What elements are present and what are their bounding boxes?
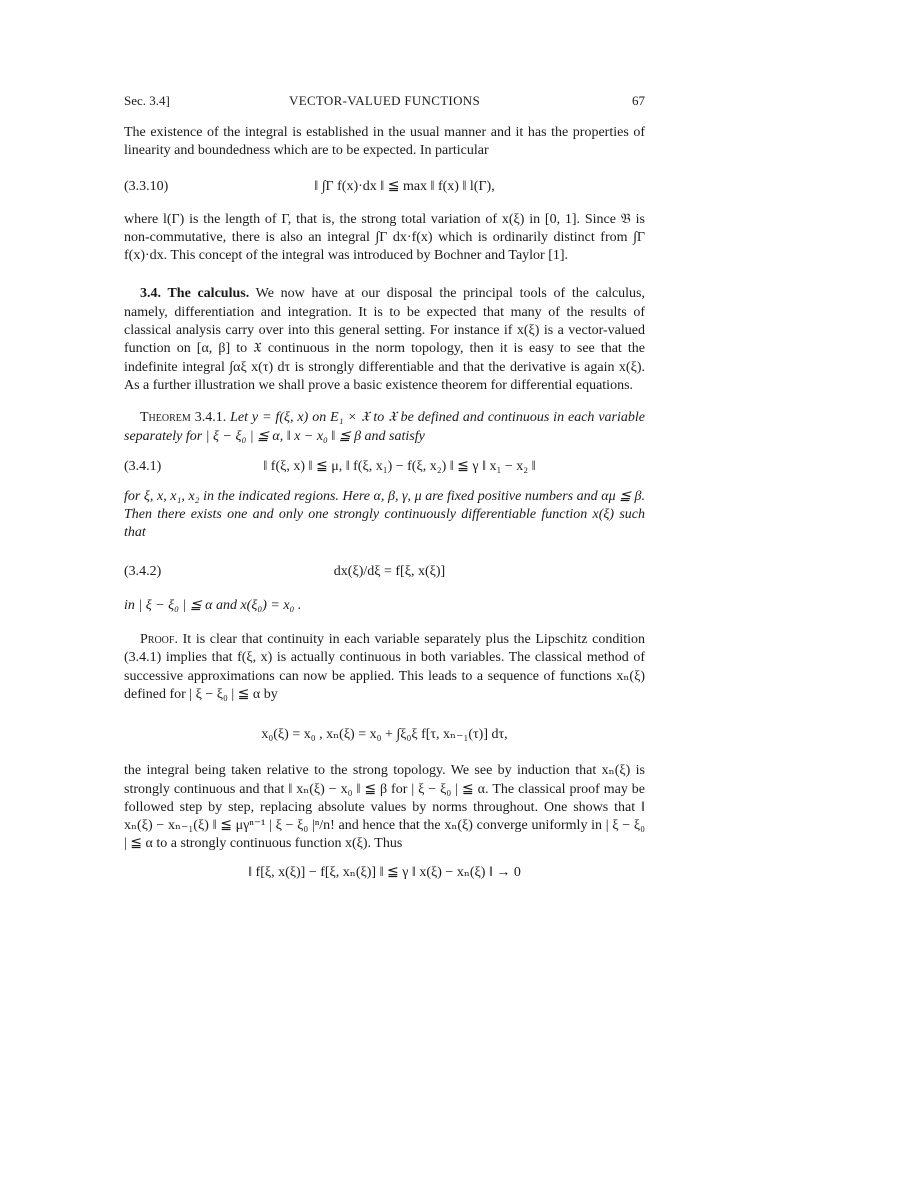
equation-limit	[124, 862, 645, 884]
equation-body: ‖ ∫Γ f(x)·dx ‖ ≦ max ‖ f(x) ‖ l(Γ),	[314, 178, 495, 194]
section-calculus	[124, 285, 645, 395]
equation-3-4-2	[124, 557, 645, 587]
theorem-label: Theorem 3.4.1.	[140, 410, 227, 426]
equation-body: dx(ξ)/dξ = f[ξ, x(ξ)]	[333, 563, 446, 579]
theorem-continued: for ξ, x, x₁, x₂ in the indicated regions. Here α, β, γ, μ are fixed positive numbers and αμ ≦ β. Then there exists one and only one strongly continuously differentiable function x(ξ) such that	[124, 488, 645, 541]
page	[124, 92, 645, 884]
equation-3-4-1	[124, 456, 645, 478]
equation-number: (3.4.1)	[124, 458, 162, 474]
equation-number: (3.3.10)	[124, 178, 169, 194]
paragraph-integral: The existence of the integral is established in the usual manner and it has the properties of linearity and boundedness which are to be expected. In particular	[124, 125, 645, 159]
proof-text: It is clear that continuity in each variable separately plus the Lipschitz condition (3.4.1) implies that f(ξ, x) is actually continuous in both variables. The classical method of successive approximations can now be applied. This leads to a sequence of functions xₙ(ξ) defined for | ξ − ξ₀ | ≦ α by	[124, 632, 645, 702]
section-text: We now have at our disposal the principal tools of the calculus, namely, differentiation and integration. It is to be expected that many of the results of classical analysis carry over into this general setting. For instance if x(ξ) is a vector-valued function on [α, β] to 𝔛 continuous in the norm topology, then it is easy to see that the indefinite integral ∫αξ x(τ) dτ is strongly differentiable and that the derivative is again x(ξ). As a further illustration we shall prove a basic existence theorem for differential equations.	[124, 286, 646, 393]
section-ref: Sec. 3.4]	[124, 93, 170, 108]
proof-paragraph	[124, 631, 645, 704]
equation-body: ‖ f[ξ, x(ξ)] − f[ξ, xₙ(ξ)] ‖ ≦ γ ‖ x(ξ) − xₙ(ξ) ‖ → 0	[248, 864, 521, 880]
equation-number: (3.4.2)	[124, 563, 162, 579]
section-heading: 3.4. The calculus.	[140, 286, 250, 302]
page-number: 67	[632, 93, 645, 108]
theorem-condition: in | ξ − ξ₀ | ≦ α and x(ξ₀) = x₀ .	[124, 597, 302, 613]
paragraph-induction: the integral being taken relative to the strong topology. We see by induction that xₙ(ξ) is strongly continuous and that ‖ xₙ(ξ) − x₀ ‖ ≦ β for | ξ − ξ₀ | ≦ α. The classical proof may be followed step by step, replacing absolute values by norms throughout. One shows that ‖ xₙ(ξ) − xₙ₋₁(ξ) ‖ ≦ μγⁿ⁻¹ | ξ − ξ₀ |ⁿ/n! and hence that the xₙ(ξ) converge uniformly in | ξ − ξ₀ | ≦ α to a strongly continuous function x(ξ). Thus	[124, 763, 645, 852]
equation-body: x₀(ξ) = x₀ , xₙ(ξ) = x₀ + ∫ξ₀ξ f[τ, xₙ₋₁(τ)] dτ,	[261, 727, 508, 743]
theorem-text: Let y = f(ξ, x) on E₁ × 𝔛 to 𝔛 be defined and continuous in each variable separately for | ξ − ξ₀ | ≦ α, ‖ x − x₀ ‖ ≦ β and satisfy	[124, 410, 645, 444]
proof-label: Proof.	[140, 632, 178, 648]
theorem-statement	[124, 409, 645, 446]
paragraph-length: where l(Γ) is the length of Γ, that is, the strong total variation of x(ξ) in [0, 1]. Since 𝔅 is non-commutative, there is also an integral ∫Γ dx·f(x) which is ordinarily distinct from ∫Γ f(x)·dx. This concept of the integral was introduced by Bochner and Taylor [1].	[124, 211, 645, 264]
equation-body: ‖ f(ξ, x) ‖ ≦ μ, ‖ f(ξ, x₁) − f(ξ, x₂) ‖ ≦ γ ‖ x₁ − x₂ ‖	[263, 458, 536, 474]
running-title: VECTOR-VALUED FUNCTIONS	[289, 93, 480, 108]
equation-3-3-10	[124, 175, 645, 199]
equation-successive-approximations	[124, 718, 645, 752]
running-header	[124, 92, 645, 112]
